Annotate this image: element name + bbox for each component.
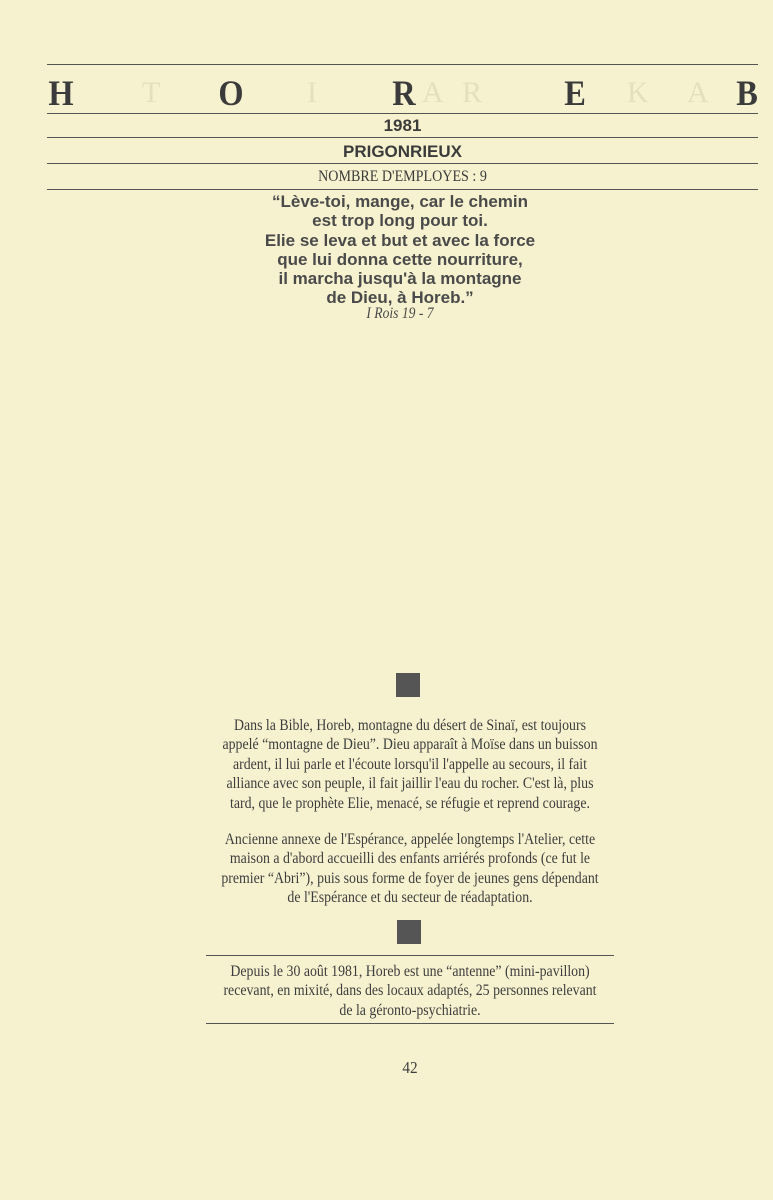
place-name: PRIGONRIEUX: [342, 142, 463, 161]
title-letter: E: [564, 73, 586, 113]
ghost-letter: K: [627, 76, 649, 109]
paragraph-line: premier “Abri”), puis sous forme de foyer de jeunes gens dépendant: [221, 869, 599, 887]
rule: [206, 955, 614, 956]
bottom-rule: [206, 1023, 614, 1024]
title-row: [47, 72, 758, 112]
top-rule: [47, 64, 758, 65]
paragraph-line: appelé “montagne de Dieu”. Dieu apparaît à Moïse dans un buisson: [222, 736, 598, 754]
title-letter: R: [392, 73, 416, 113]
quote-line: Elie se leva et but et avec la force: [264, 230, 536, 250]
section-square-marker: [397, 920, 421, 944]
paragraph-line: maison a d'abord accueilli des enfants arriérés profonds (ce fut le: [229, 850, 591, 868]
paragraph-line: tard, que le prophète Elie, menacé, se réfugie et reprend courage.: [230, 794, 590, 812]
page-number: 42: [402, 1058, 418, 1077]
paragraph-line: Depuis le 30 août 1981, Horeb est une “antenne” (mini-pavillon): [230, 963, 590, 980]
paragraph-line: Ancienne annexe de l'Espérance, appelée longtemps l'Atelier, cette: [224, 831, 596, 848]
rule: [47, 189, 758, 190]
title-letter: H: [48, 73, 74, 113]
quote-line: de Dieu, à Horeb.”: [326, 288, 474, 308]
ghost-letter: R: [462, 76, 483, 109]
paragraph-line: alliance avec son peuple, il fait jaillir l'eau du rocher. C'est là, plus: [226, 775, 594, 793]
quote-line: il marcha jusqu'à la montagne: [278, 269, 522, 289]
paragraph: [170, 716, 650, 813]
employee-count: NOMBRE D'EMPLOYES : 9: [318, 168, 487, 185]
ghost-letter: I: [307, 76, 317, 109]
ghost-letter: A: [687, 76, 709, 109]
ghost-letter: A: [422, 76, 444, 109]
title-letter: O: [218, 73, 244, 113]
year: 1981: [383, 116, 422, 135]
paragraph: [170, 830, 650, 908]
paragraph-line: ardent, il lui parle et l'écoute lorsqu'il l'appelle au secours, il fait: [232, 755, 588, 773]
paragraph-line: de l'Espérance et du secteur de réadaptation.: [287, 889, 533, 907]
rule: [47, 137, 758, 138]
paragraph-line: Dans la Bible, Horeb, montagne du désert de Sinaï, est toujours: [233, 717, 586, 734]
paragraph: [170, 962, 650, 1020]
quote-line: est trop long pour toi.: [312, 211, 488, 231]
quote-line: “Lève-toi, mange, car le chemin: [271, 192, 529, 211]
ghost-letter: T: [142, 76, 161, 109]
bible-quote: [150, 192, 650, 308]
rule: [47, 113, 758, 114]
title-letter: B: [736, 73, 758, 113]
rule: [47, 163, 758, 164]
quote-line: que lui donna cette nourriture,: [277, 249, 523, 269]
quote-citation: I Rois 19 - 7: [366, 305, 434, 322]
paragraph-line: recevant, en mixité, dans des locaux adaptés, 25 personnes relevant: [223, 982, 597, 1000]
paragraph-line: de la géronto-psychiatrie.: [339, 1001, 481, 1019]
section-square-marker: [396, 673, 420, 697]
